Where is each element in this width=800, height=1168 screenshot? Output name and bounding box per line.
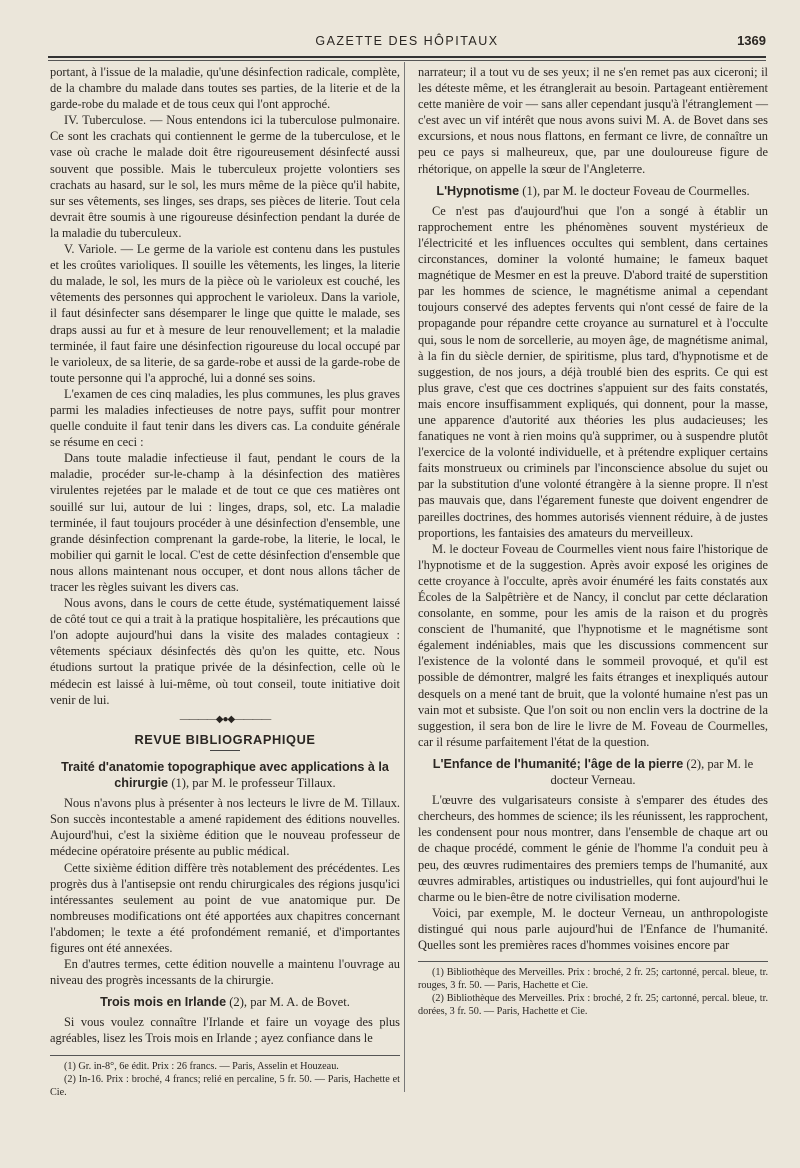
article-title-text: Traité d'anatomie topographique avec applications à la chirurgie xyxy=(61,759,389,791)
right-column xyxy=(418,64,768,1018)
article-title xyxy=(50,994,400,1010)
page-header xyxy=(48,22,766,56)
paragraph: L'examen de ces cinq maladies, les plus communes, les plus graves parmi les maladies infectieuses de notre pays, suffit pour montrer quelle conduite il faut tenir dans les divers cas. La conduite générale se résume en ceci : xyxy=(50,386,400,450)
article-title-text: L'Hypnotisme xyxy=(436,183,520,198)
ornament-separator: ————◆●◆———— xyxy=(179,713,271,725)
paragraph: Ce n'est pas d'aujourd'hui que l'on a songé à établir un rapprochement entre les phénomènes souvent mystérieux de l'électricité et les influences occultes qui semblent, dans certaines circonstances, dominer la volonté humaine; le fameux baquet magnétique de Mesmer en est la preuve. D'abord traité de superstition par les hommes de science, le magnétisme animal a cependant toujours conservé des adeptes fervents qui n'ont cessé de faire de la propagande pour répandre cette croyance au surnaturel et à l'occulte qui, sous le nom de sorcellerie, au moyen âge, de magnétisme animal, à la fin du siècle dernier, de spiritisme, plus tard, d'hypnotisme et de suggestion, de nos jours, a déjà troublé bien des esprits. Ce qui est plus grave, c'est que ces doctrines s'appuient sur des faits constatés, mais encore insuffisamment expliqués, qui donnent, pour la masse, une apparence d'autorité aux théories les plus audacieuses; les fanatiques ne vont à rien moins qu'à supprimer, ou à suspendre plutôt l'exercice de la volonté individuelle, et à prétendre expliquer certains faits monstrueux ou criminels par l'inconscience absolue du sujet ou par la substitution d'une volonté étrangère à la sienne propre. Il n'est pas mauvais que, dans l'égarement funeste que doivent engendrer de pareilles doctrines, des hommes autorisés viennent réduire, à de justes proportions, les fantaisies des amateurs du merveilleux. xyxy=(418,203,768,540)
paragraph: Dans toute maladie infectieuse il faut, pendant le cours de la maladie, procéder sur-le-champ à la désinfection des matières virulentes rejetées par le malade et de tout ce que ces matières ont souillé sur lui, autour de lui : linges, draps, sol, etc. La maladie terminée, il faut toujours procéder à une désinfection d'ensemble, une grande désinfection comprenant la garde-robe, la literie, le local, le mobilier qui garnit le local. C'est de cette désinfection d'ensemble que nous allons maintenant nous occuper, et dont nous allons tâcher de tracer les règles suivant les divers cas. xyxy=(50,451,400,594)
article-byline: (1), par M. le docteur Foveau de Courmelles. xyxy=(522,183,750,198)
article-byline: (1), par M. le professeur Tillaux. xyxy=(171,776,336,791)
footnote: (2) Bibliothèque des Merveilles. Prix : broché, 2 fr. 25; cartonné, percal. bleue, tr. dorées, 3 fr. 50. — Paris, Hachette et Cie. xyxy=(418,993,768,1018)
article-title xyxy=(418,183,768,199)
section-rule xyxy=(210,750,240,751)
paragraph: Nous avons, dans le cours de cette étude, systématiquement laissé de côté tout ce qui a trait à la pratique hospitalière, les précautions que l'on adopte aujourd'hui dans la visite des malades contagieux : vêtements spéciaux désinfectés dès qu'on les quitte, etc. Nous étudions surtout la pratique privée de la désinfection, celle où le médecin est laissé à lui-même, où tout conseil, toute initiative doit venir de lui. xyxy=(50,596,400,707)
header-rule xyxy=(48,56,766,58)
paragraph-variole: V. Variole. — Le germe de la variole est contenu dans les pustules et les croûtes varioliques. Il souille les vêtements, les linges, la literie du malade, le sol, les murs de la pièce où le varioleux est couché, les vêtements des personnes qui approchent le varioleux. Dans la variole, il faut désinfecter sans désemparer le linge que quitte le malade, ses draps aussi au fur et à mesure de leur renouvellement; et la maladie terminée, il faut faire une désinfection rigoureuse du local occupé par le varioleux, de sa literie, de sa garde-robe et aussi de la garde-robe de toute personne qui l'a approché, lui a donné ses soins. xyxy=(50,242,400,385)
paragraph: En d'autres termes, cette édition nouvelle a maintenu l'ouvrage au niveau des progrès incessants de la chirurgie. xyxy=(50,957,400,988)
footnote: (1) Bibliothèque des Merveilles. Prix : broché, 2 fr. 25; cartonné, percal. bleue, tr. rouges, 3 fr. 50. — Paris, Hachette et Cie. xyxy=(418,967,768,992)
page-number: 1369 xyxy=(737,33,766,48)
column-divider xyxy=(404,62,405,1092)
paragraph: M. le docteur Foveau de Courmelles vient nous faire l'historique de l'hypnotisme et de la suggestion. Après avoir exposé les origines de cette croyance à l'occulte, après avoir énuméré les faits constatés aux Écoles de la Salpêtrière et de Nancy, il conclut par cette déclaration consolante, en somme, pour les amis de la raison et du progrès conscient de l'humanité, que l'hypnotisme et le magnétisme sont également indéniables, mais que les discussions commencent sur l'existence de la volonté dans le sommeil provoqué, et qu'il est possible de démontrer, malgré les faits étranges et inexpliqués autour desquels on a mené tant de bruit, que la volonté humaine n'est pas un vain mot et subsiste. Que l'on soit ou non enclin vers la doctrine de la suggestion, il sera bon de lire le livre de M. Foveau de Courmelles, car il résume parfaitement l'état de la question. xyxy=(418,541,768,749)
footnote: (1) Gr. in-8°, 6e édit. Prix : 26 francs. — Paris, Asselin et Houzeau. xyxy=(64,1060,339,1072)
journal-title: GAZETTE DES HÔPITAUX xyxy=(315,34,499,48)
paragraph: Cette sixième édition diffère très notablement des précédentes. Les progrès dus à l'antisepsie ont rendu chirurgicales des régions jusqu'ici intéressantes seulement au point de vue anatomique pur. De nombreuses modifications ont été apportées aux chapitres concernant l'abdomen; le texte a été profondément remanié, et d'importantes figures ont été annexées. xyxy=(50,860,400,955)
article-title-text: Trois mois en Irlande xyxy=(100,995,227,1010)
paragraph: L'œuvre des vulgarisateurs consiste à s'emparer des études des chercheurs, des hommes de science; ils les réunissent, les rapprochent, les condensent pour nous montrer, dans l'ensemble de chaque art ou de chaque procédé, comment le génie de l'homme l'a conduit peu à peu, des œuvres rudimentaires des premiers temps de l'humanité, aux œuvres admirables, artistiques ou industrielles, qui font aujourd'hui le charme ou le bien-être de notre civilisation moderne. xyxy=(418,793,768,904)
paragraph: Voici, par exemple, M. le docteur Verneau, un anthropologiste distingué qui nous parle aujourd'hui de l'Enfance de l'humanité. Quelles sont les premières races d'hommes voisines encore par xyxy=(418,905,768,952)
left-column xyxy=(50,64,400,1099)
footnote-rule xyxy=(50,1055,400,1056)
paragraph: portant, à l'issue de la maladie, qu'une désinfection radicale, complète, de la chambre du malade dans toutes ses parties, de la literie et de la garde-robe du malade et de tous ceux qui l'ont approché. xyxy=(50,65,400,112)
paragraph: Si vous voulez connaître l'Irlande et faire un voyage des plus agréables, lisez les Trois mois en Irlande ; ayez confiance dans le xyxy=(50,1015,400,1046)
article-byline: (2), par M. le docteur Verneau. xyxy=(550,756,754,788)
article-title xyxy=(418,756,768,788)
paragraph-tuberculose: IV. Tuberculose. — Nous entendons ici la tuberculose pulmonaire. Ce sont les crachats qui contiennent le germe de la tuberculose, et le vase où crache le malade doit être rigoureusement désinfecté aussi souvent que possible. Mais le tuberculeux projette volontiers ses crachats au hasard, sur le sol, les murs même de la pièce qu'il habite, sur ses vêtements, ses linges, ses draps, ses pièces de literie. Tout cela devrait être soumis à une rigoureuse désinfection pendant la durée de la maladie du tuberculeux. xyxy=(50,113,400,240)
footnote: (2) In-16. Prix : broché, 4 francs; relié en percaline, 5 fr. 50. — Paris, Hachette et Cie. xyxy=(50,1073,400,1098)
paragraph: narrateur; il a tout vu de ses yeux; il ne s'en remet pas aux ciceroni; il les déteste même, et les étranglerait au besoin. Partageant entièrement cette manière de voir — sans aller cependant jusqu'à l'étranglement — c'est avec un vif intérêt que nous avons suivi M. A. de Bovet dans ses excursions, et nous nous flattons, en fermant ce livre, de connaître un peu ce pays si malheureux, que, par une douloureuse figure de rhétorique, on appelle la sœur de l'Angleterre. xyxy=(418,65,768,176)
article-title xyxy=(50,759,400,791)
footnote-rule xyxy=(418,961,768,962)
header-rule-thin xyxy=(48,60,766,61)
paragraph: Nous n'avons plus à présenter à nos lecteurs le livre de M. Tillaux. Son succès incontestable a amené rapidement des éditions nouvelles. Aujourd'hui, c'est la sixième édition que le nouveau professeur de médecine opératoire présente au public médical. xyxy=(50,796,400,859)
section-title: REVUE BIBLIOGRAPHIQUE xyxy=(134,731,316,747)
article-title-text: L'Enfance de l'humanité; l'âge de la pierre xyxy=(432,756,684,771)
article-byline: (2), par M. A. de Bovet. xyxy=(229,995,350,1010)
